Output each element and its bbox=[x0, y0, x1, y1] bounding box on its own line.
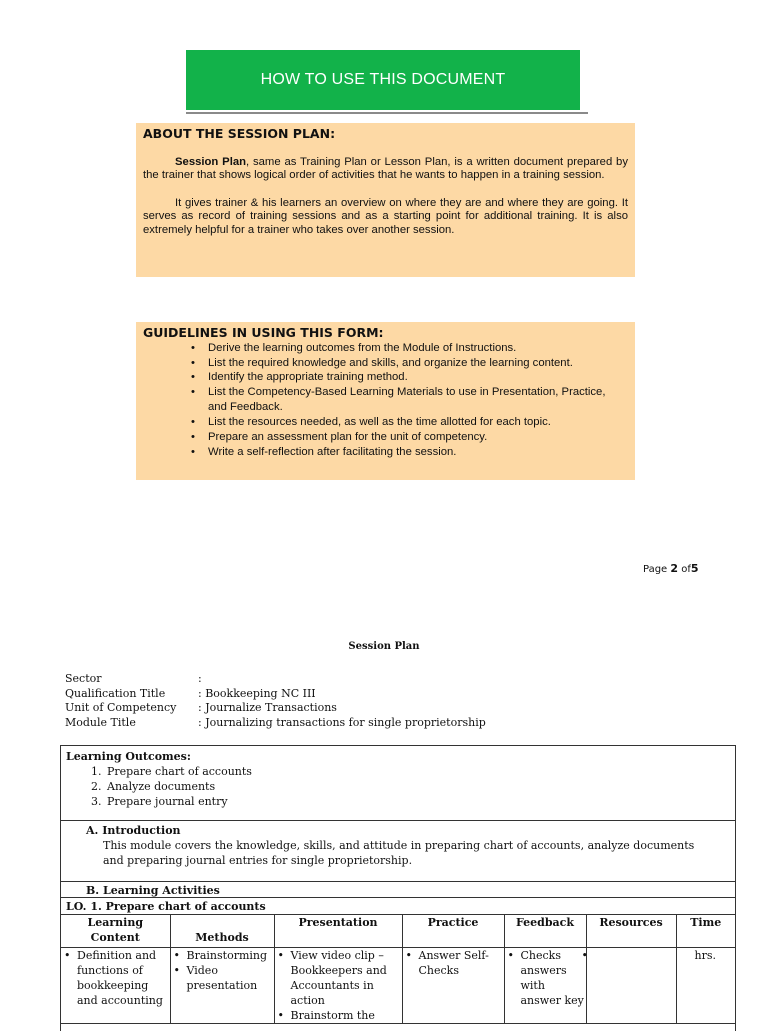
session-plan-table bbox=[60, 745, 736, 1031]
about-session-plan-box bbox=[136, 123, 635, 277]
page-current: 2 bbox=[670, 562, 679, 575]
meta-row-unit bbox=[65, 701, 486, 716]
guideline-item: • List the required knowledge and skills, and organize the learning content. bbox=[208, 356, 625, 371]
methods-cell bbox=[170, 948, 274, 1024]
column-header: Resources bbox=[586, 915, 676, 948]
learning-outcome-item bbox=[91, 779, 252, 794]
outcome-number: 1. bbox=[91, 765, 102, 778]
guideline-item: • Derive the learning outcomes from the Module of Instructions. bbox=[208, 341, 625, 356]
column-header: Practice bbox=[402, 915, 504, 948]
divider bbox=[61, 881, 735, 882]
meta-row-module bbox=[65, 716, 486, 731]
meta-value: : Bookkeeping NC III bbox=[198, 686, 316, 700]
introduction-text: This module covers the knowledge, skills, and attitude in preparing chart of accounts, analyze documents and preparing journal entries for single proprietorship. bbox=[103, 839, 695, 867]
time-cell bbox=[676, 948, 735, 1024]
resources-cell bbox=[586, 948, 676, 1024]
page-number bbox=[643, 562, 699, 575]
learning-outcomes-label: Learning Outcomes: bbox=[66, 750, 191, 763]
introduction-label: A. Introduction bbox=[86, 824, 181, 837]
list-item: • Answer Self-Checks bbox=[419, 948, 504, 978]
meta-label: Module Title bbox=[65, 715, 136, 729]
grid-header-row bbox=[61, 915, 735, 948]
lo1-label: LO. 1. Prepare chart of accounts bbox=[66, 900, 266, 913]
outcome-text: Prepare journal entry bbox=[107, 795, 228, 808]
learning-outcome-item bbox=[91, 764, 252, 779]
meta-label: Sector bbox=[65, 672, 102, 685]
methods-list bbox=[171, 948, 274, 993]
guideline-item: • Identify the appropriate training method. bbox=[208, 370, 625, 385]
meta-label: Qualification Title bbox=[65, 686, 166, 700]
meta-row-qualification bbox=[65, 687, 486, 702]
presentation-cell bbox=[274, 948, 402, 1024]
list-item: • Brainstorm the bbox=[291, 1008, 402, 1023]
meta-row-sector bbox=[65, 672, 486, 687]
column-header-label: Methods bbox=[195, 931, 249, 944]
time-value: hrs. bbox=[694, 949, 716, 962]
about-title: ABOUT THE SESSION PLAN: bbox=[143, 126, 336, 141]
learning-activities-label: B. Learning Activities bbox=[86, 884, 220, 897]
session-plan-meta bbox=[65, 672, 486, 730]
about-paragraph-1-text: , same as Training Plan or Lesson Plan, is a written document prepared by the trainer that shows logical order of activities that he wants to happen in a training session. bbox=[143, 155, 628, 182]
meta-label: Unit of Competency bbox=[65, 701, 177, 715]
outcome-text: Prepare chart of accounts bbox=[107, 765, 252, 778]
banner-title: HOW TO USE THIS DOCUMENT bbox=[260, 71, 506, 88]
outcome-number: 3. bbox=[91, 795, 102, 808]
document-banner bbox=[186, 50, 580, 110]
about-paragraph-1 bbox=[143, 156, 628, 183]
guideline-item: • Prepare an assessment plan for the unit of competency. bbox=[208, 430, 625, 445]
list-item: • View video clip – Bookkeepers and Accountants in action bbox=[291, 948, 402, 1008]
list-item: • Brainstorming bbox=[187, 948, 274, 963]
page-of: of bbox=[681, 564, 691, 575]
content-cell bbox=[61, 948, 170, 1024]
meta-value: : Journalize Transactions bbox=[198, 701, 337, 715]
divider bbox=[61, 897, 735, 898]
column-header: Feedback bbox=[504, 915, 586, 948]
feedback-list bbox=[505, 948, 586, 1008]
meta-value: : Journalizing transactions for single proprietorship bbox=[198, 715, 486, 729]
guideline-item: • Write a self-reflection after facilitating the session. bbox=[208, 445, 625, 460]
guideline-item: • List the Competency-Based Learning Materials to use in Presentation, Practice, and Feedback. bbox=[208, 385, 625, 415]
outcome-text: Analyze documents bbox=[107, 780, 216, 793]
session-plan-term: Session Plan bbox=[175, 155, 247, 168]
divider bbox=[61, 820, 735, 821]
learning-outcome-item bbox=[91, 794, 252, 809]
guidelines-list bbox=[136, 341, 635, 460]
column-header: Time bbox=[676, 915, 735, 948]
learning-outcomes-list bbox=[91, 764, 252, 809]
content-list bbox=[61, 948, 170, 1008]
page-prefix: Page bbox=[643, 564, 668, 575]
banner-shadow bbox=[186, 112, 588, 114]
column-header: Presentation bbox=[274, 915, 402, 948]
list-item: • Video presentation bbox=[187, 963, 274, 993]
page-total: 5 bbox=[690, 562, 699, 575]
meta-value: : bbox=[198, 672, 202, 685]
practice-list bbox=[403, 948, 504, 978]
column-header: Learning Content bbox=[61, 915, 170, 948]
session-plan-title: Session Plan bbox=[348, 641, 420, 652]
guideline-item: • List the resources needed, as well as the time allotted for each topic. bbox=[208, 415, 625, 430]
list-item: • Definition and functions of bookkeeping and accounting bbox=[77, 948, 170, 1008]
presentation-list bbox=[275, 948, 402, 1023]
feedback-cell bbox=[504, 948, 586, 1024]
guidelines-box bbox=[136, 322, 635, 480]
learning-activities-grid bbox=[61, 914, 735, 1024]
practice-cell bbox=[402, 948, 504, 1024]
outcome-number: 2. bbox=[91, 780, 102, 793]
about-paragraph-2: It gives trainer & his learners an overview on where they are and where they are going. It serves as record of training sessions and as a starting point for additional training. It is also extremely helpful for a trainer who takes over another session. bbox=[143, 196, 628, 236]
column-header bbox=[170, 915, 274, 948]
table-row bbox=[61, 948, 735, 1024]
guidelines-title: GUIDELINES IN USING THIS FORM: bbox=[143, 325, 384, 340]
list-item: • Checks answers with answer key bbox=[521, 948, 586, 1008]
